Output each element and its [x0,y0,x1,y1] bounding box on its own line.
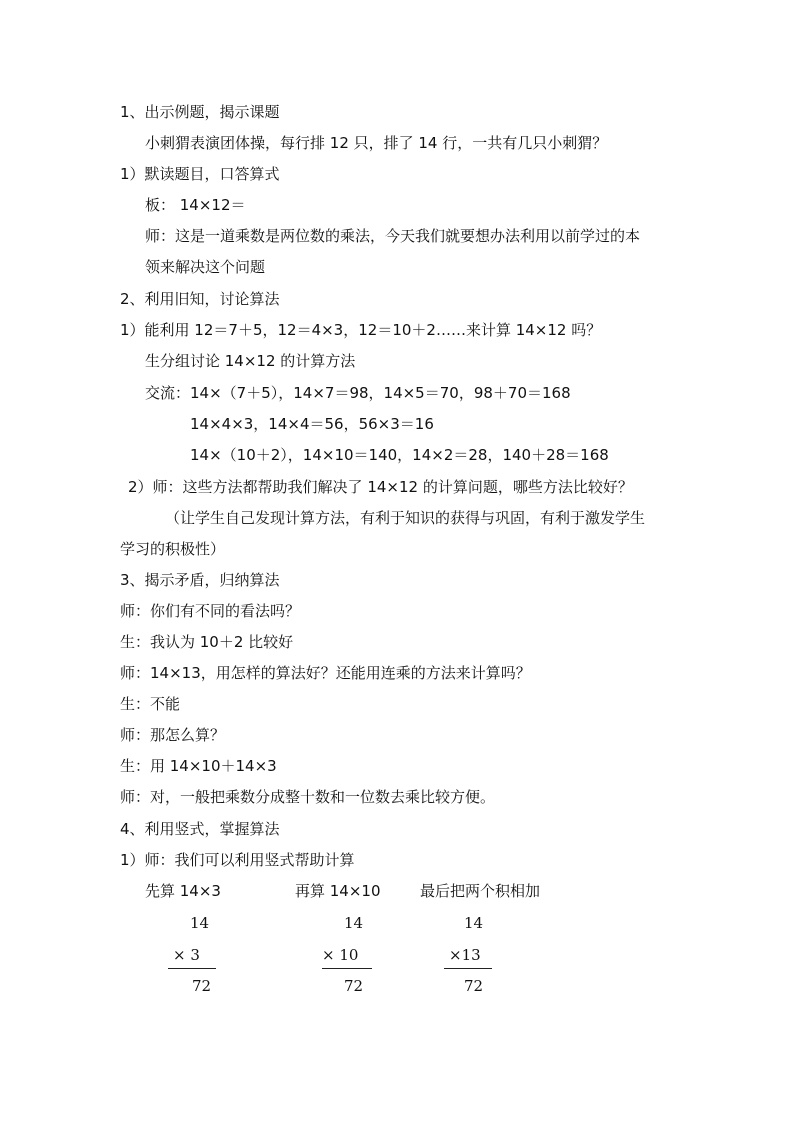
dialog-1: 师：你们有不同的看法吗？ [120,602,301,620]
exchange-line-2: 14×4×3，14×4＝56，56×3＝16 [190,415,434,433]
step-1-1: 1）默读题目，口答算式 [120,165,280,183]
heading-2: 2、利用旧知，讨论算法 [120,290,280,308]
vertical-col2-mult: × 10 [322,946,359,964]
vertical-col3-result: 72 [464,977,484,995]
vertical-col3-rule [444,968,492,969]
step-4-1: 1）师：我们可以利用竖式帮助计算 [120,851,355,869]
problem-text: 小刺猬表演团体操，每行排 12 只，排了 14 行，一共有几只小刺猬？ [145,134,608,152]
exchange-line-3: 14×（10＋2），14×10＝140，14×2＝28，140＋28＝168 [190,446,609,464]
note-line-1: （让学生自己发现计算方法，有利于知识的获得与巩固，有利于激发学生 [165,509,646,527]
dialog-2: 生：我认为 10＋2 比较好 [120,633,294,651]
vertical-col1-rule [168,968,216,969]
group-discussion: 生分组讨论 14×12 的计算方法 [145,352,356,370]
heading-3: 3、揭示矛盾，归纳算法 [120,571,280,589]
teacher-line-1: 师：这是一道乘数是两位数的乘法，今天我们就要想办法利用以前学过的本 [145,227,641,245]
vertical-col3-top: 14 [464,914,484,932]
dialog-6: 生：用 14×10＋14×3 [120,757,277,775]
note-line-2: 学习的积极性） [120,540,226,558]
step-2-1: 1）能利用 12＝7＋5，12＝4×3，12＝10＋2……来计算 14×12 吗？ [120,321,602,339]
dialog-7: 师：对，一般把乘数分成整十数和一位数去乘比较方便。 [120,788,496,806]
vertical-col1-mult: × 3 [173,946,200,964]
vertical-col2-top: 14 [344,914,364,932]
vertical-col2-rule [322,968,372,969]
vertical-col2-result: 72 [344,977,364,995]
vertical-header-1: 先算 14×3 [145,882,221,900]
heading-1: 1、出示例题，揭示课题 [120,103,280,121]
vertical-header-3: 最后把两个积相加 [420,882,541,900]
vertical-col1-top: 14 [190,914,210,932]
dialog-4: 生：不能 [120,695,181,713]
step-2-2: 2）师：这些方法都帮助我们解决了 14×12 的计算问题，哪些方法比较好？ [128,478,633,496]
vertical-header-2: 再算 14×10 [295,882,381,900]
vertical-col1-result: 72 [192,977,212,995]
board-formula: 板： 14×12＝ [145,196,246,214]
heading-4: 4、利用竖式，掌握算法 [120,820,280,838]
dialog-5: 师：那怎么算？ [120,726,226,744]
exchange-line-1: 交流：14×（7＋5），14×7＝98，14×5＝70，98＋70＝168 [145,384,571,402]
dialog-3: 师：14×13，用怎样的算法好？还能用连乘的方法来计算吗？ [120,664,531,682]
teacher-line-1-cont: 领来解决这个问题 [145,258,266,276]
vertical-col3-mult: ×13 [449,946,481,964]
